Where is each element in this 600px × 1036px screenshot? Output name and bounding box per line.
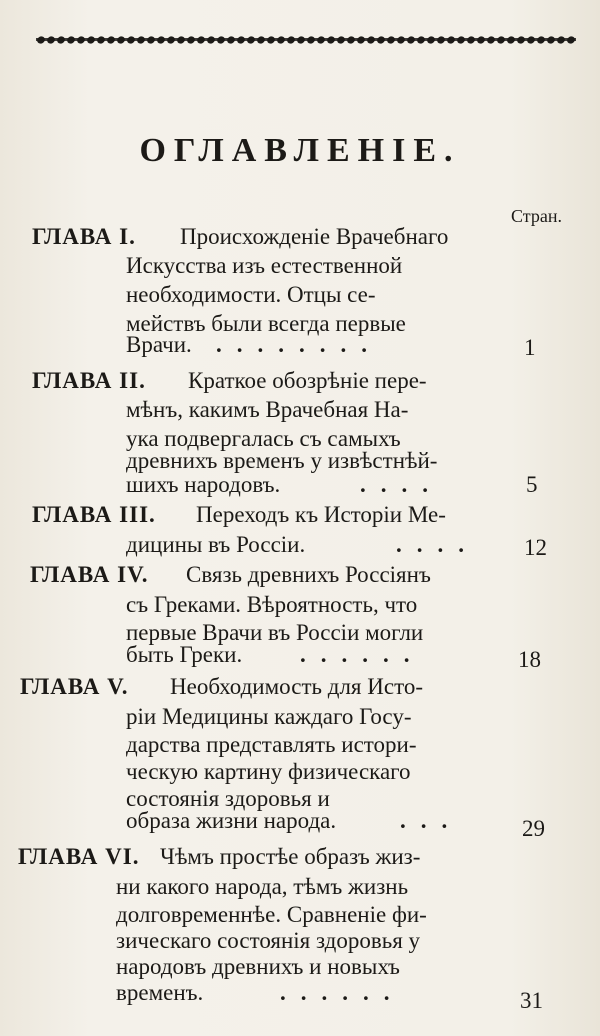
entry-line: Переходъ къ Исторіи Ме- — [196, 502, 446, 527]
dot-leader: ... — [400, 808, 463, 833]
page-column-label: Стран. — [511, 206, 562, 226]
entry-line: долговременнѣе. Сравненіе фи- — [116, 902, 427, 927]
entry-line: Необходимость для Исто- — [170, 674, 423, 699]
entry-line: образа жизни народа. — [126, 808, 337, 833]
entry-line: съ Греками. Вѣроятность, что — [126, 592, 418, 617]
chapter-label: ГЛАВА V. — [20, 674, 129, 699]
page-number: 29 — [522, 816, 545, 841]
dot-leader: .... — [396, 532, 479, 557]
dot-leader: ...... — [300, 642, 425, 667]
entry-line: дарства представлять истори- — [126, 732, 417, 757]
entry-line: Краткое обозрѣніе пере- — [188, 368, 427, 393]
entry-line: Происхожденіе Врачебнаго — [180, 224, 449, 249]
entry-line: ческую картину физическаго — [126, 759, 411, 784]
page-number: 18 — [518, 647, 541, 672]
entry-line: Искусства изъ естественной — [126, 253, 403, 278]
page-number: 12 — [524, 535, 547, 560]
entry-line: ука подвергалась съ самыхъ — [126, 426, 401, 451]
dot-leader: .... — [360, 472, 443, 497]
entry-line: ни какого народа, тѣмъ жизнь — [116, 874, 409, 899]
page-title: ОГЛАВЛЕНІЕ. — [139, 132, 461, 169]
chapter-label: ГЛАВА VI. — [18, 844, 140, 869]
entry-line: Связь древнихъ Россіянъ — [186, 562, 431, 587]
entry-line: древнихъ временъ у извѣстнѣй- — [126, 448, 438, 473]
entry-line: мействъ были всегда первые — [126, 311, 406, 336]
entry-line: ріи Медицины каждаго Госу- — [126, 704, 412, 729]
entry-line: быть Греки. — [126, 642, 243, 667]
entry-line: Чѣмъ простѣе образъ жиз- — [160, 844, 421, 869]
entry-line: мѣнъ, какимъ Врачебная На- — [126, 397, 409, 422]
entry-line: Врачи. — [126, 332, 192, 357]
chapter-label: ГЛАВА III. — [32, 502, 156, 527]
entry-line: дицины въ Россіи. — [126, 532, 306, 557]
dot-leader: ........ — [216, 332, 382, 357]
dot-leader: ...... — [280, 980, 405, 1005]
chapter-label: ГЛАВА IV. — [30, 562, 149, 587]
page-number: 5 — [526, 472, 538, 497]
page-number: 1 — [524, 335, 536, 360]
entry-line: временъ. — [116, 980, 204, 1005]
chapter-label: ГЛАВА I. — [32, 224, 136, 249]
chapter-label: ГЛАВА II. — [32, 368, 146, 393]
entry-line: состоянія здоровья и — [126, 786, 330, 811]
page-number: 31 — [520, 988, 543, 1013]
entry-line: первые Врачи въ Россіи могли — [126, 620, 424, 645]
entry-line: шихъ народовъ. — [126, 472, 281, 497]
entry-line: народовъ древнихъ и новыхъ — [116, 954, 400, 979]
entry-line: необходимости. Отцы се- — [126, 282, 376, 307]
entry-line: зическаго состоянія здоровья у — [116, 928, 421, 953]
